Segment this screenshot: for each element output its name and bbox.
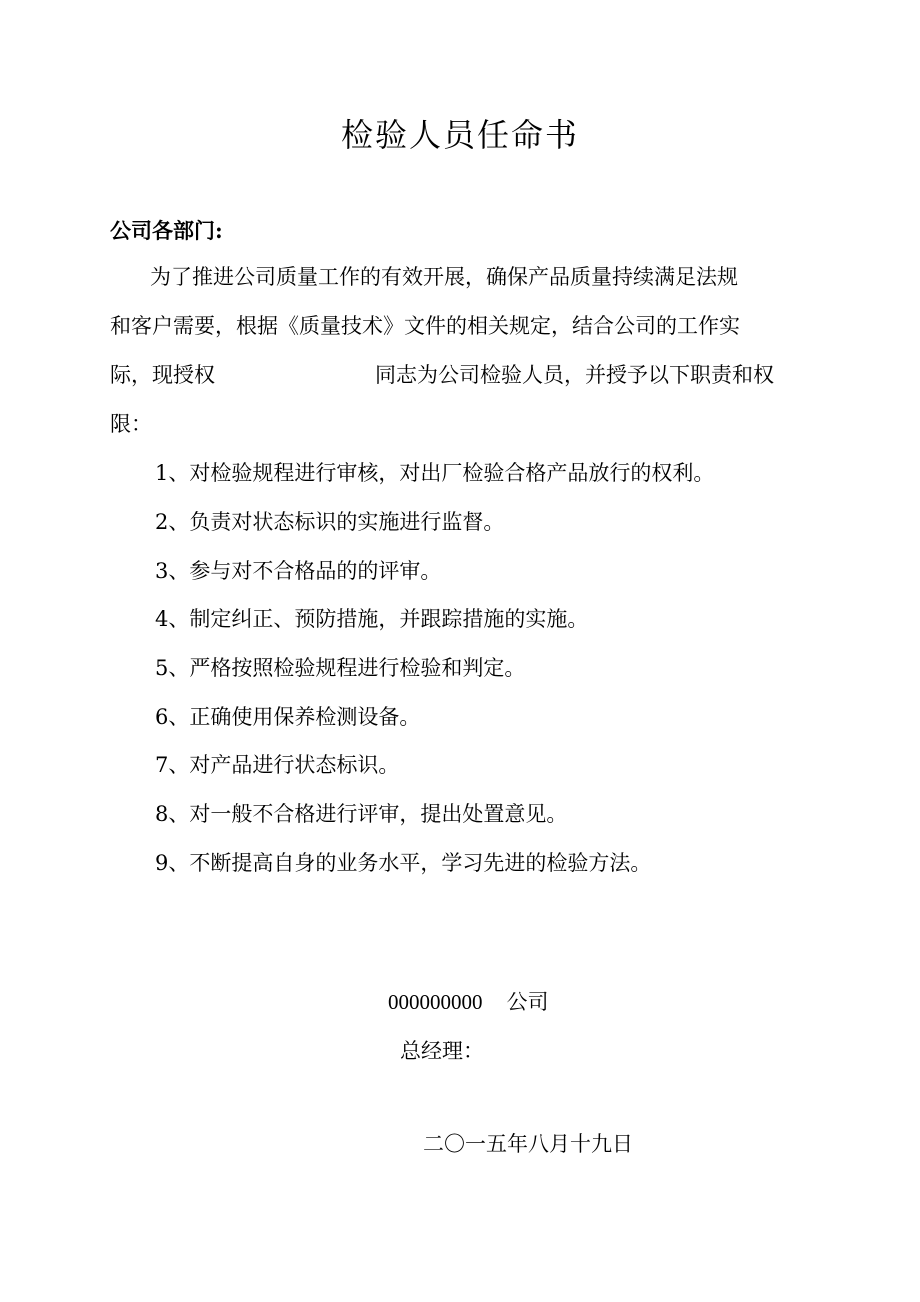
salutation: 公司各部门: xyxy=(110,218,223,243)
paragraph-line-2: 和客户需要，根据《质量技术》文件的相关规定，结合公司的工作实 xyxy=(110,314,740,338)
duty-item-7: 7、对产品进行状态标识。 xyxy=(155,753,400,777)
general-manager-label: 总经理： xyxy=(400,1039,484,1063)
duty-item-5: 5、严格按照检验规程进行检验和判定。 xyxy=(155,656,526,680)
paragraph-line-4: 限： xyxy=(110,412,152,436)
duty-item-3: 3、参与对不合格品的的评审。 xyxy=(155,559,442,583)
duty-item-6: 6、正确使用保养检测设备。 xyxy=(155,705,421,729)
company-suffix: 公司 xyxy=(506,990,549,1014)
duty-item-8: 8、对一般不合格进行评审，提出处置意见。 xyxy=(155,802,568,826)
duty-item-4: 4、制定纠正、预防措施，并跟踪措施的实施。 xyxy=(155,607,589,631)
duty-item-9: 9、不断提高自身的业务水平，学习先进的检验方法。 xyxy=(155,851,652,875)
company-signature xyxy=(388,984,549,1020)
company-name: 000000000 xyxy=(388,990,483,1014)
paragraph-line-1: 为了推进公司质量工作的有效开展，确保产品质量持续满足法规 xyxy=(150,265,738,289)
duty-item-1: 1、对检验规程进行审核，对出厂检验合格产品放行的权利。 xyxy=(155,461,715,485)
document-date: 二〇一五年八月十九日 xyxy=(423,1132,633,1156)
document-title: 检验人员任命书 xyxy=(340,116,579,154)
paragraph-line-3-end: 同志为公司检验人员，并授予以下职责和权 xyxy=(375,363,774,387)
duty-item-2: 2、负责对状态标识的实施进行监督。 xyxy=(155,510,505,534)
paragraph-line-3-start: 际，现授权 xyxy=(110,363,215,387)
